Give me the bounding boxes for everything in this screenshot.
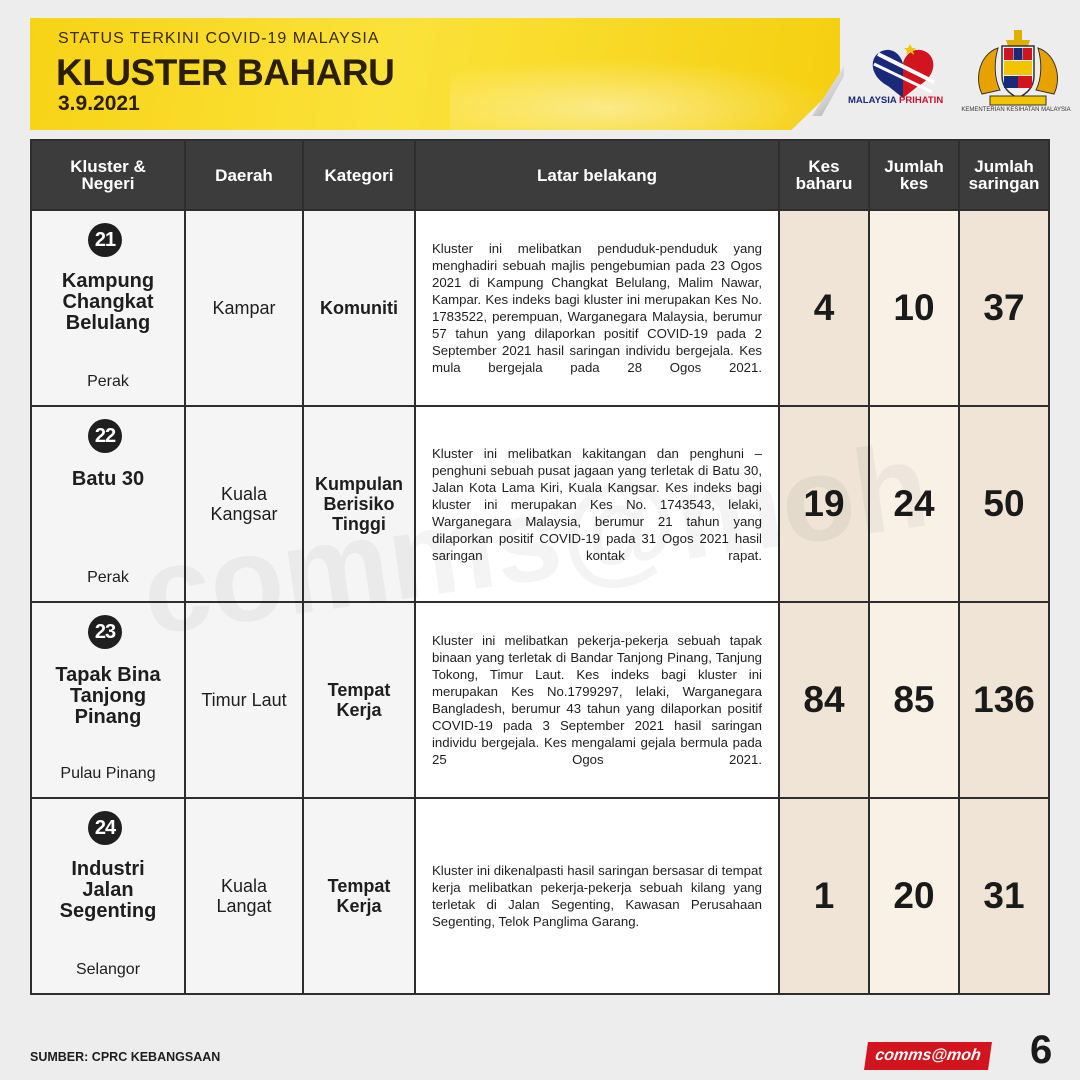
jumlah-saringan-value: 50 [959,406,1049,602]
latar-belakang-cell: Kluster ini melibatkan penduduk-penduduk yang menghadiri sebuah majlis pengebumian pada 23 Ogos 2021 di Kampung Changkat Belulang, Malim Nawar, Kampar. Kes indeks bagi kluster ini merupakan Kes No. 1783522, perempuan, Warganegara Malaysia, berumur 57 tahun yang dilaporkan positif COVID-19 pada 2 September 2021 hasil saringan individu bergejala. Kes mula bergejala pada 28 Ogos 2021. [415,210,779,406]
kes-baharu-value: 1 [779,798,869,994]
latar-belakang-cell: Kluster ini melibatkan pekerja-pekerja sebuah tapak binaan yang terletak di Bandar Tanjong Pinang, Tanjung Tokong, Timur Laut. Kes indeks bagi kluster ini merupakan Kes No.1799297, lelaki, Warganegara Bangladesh, berumur 43 tahun yang dilaporkan positif COVID-19 pada 3 September 2021 hasil saringan individu bergejala. Kes mengalami gejala bermula pada 25 Ogos 2021. [415,602,779,798]
kes-baharu-value: 84 [779,602,869,798]
page-title: KLUSTER BAHARU [56,52,395,93]
cluster-number-badge: 22 [88,419,122,453]
kategori-cell: Tempat Kerja [303,602,415,798]
cluster-state: Perak [87,373,129,390]
jumlah-saringan-value: 37 [959,210,1049,406]
malaysia-prihatin-label: MALAYSIA PRIHATIN [848,95,944,106]
kes-baharu-value: 4 [779,210,869,406]
header-kes-baharu: Kes baharu [779,140,869,210]
cluster-name: Batu 30 [71,468,145,490]
table-header-row [31,140,1049,210]
source-note: SUMBER: CPRC KEBANGSAAN [30,1050,221,1064]
latar-belakang-cell: Kluster ini melibatkan kakitangan dan penghuni – penghuni sebuah pusat jagaan yang terletak di Batu 30, Jalan Kota Lama Kiri, Kuala Kangsar. Kes indeks bagi kluster ini merupakan Kes No. 1743543, lelaki, Warganegara Malaysia, berumur 21 tahun yang dilaporkan positif COVID-19 pada 31 Ogos 2021 hasil saringan kontak rapat. [415,406,779,602]
cluster-number-badge: 23 [88,615,122,649]
daerah-cell: Timur Laut [185,602,303,798]
banner-texture [450,58,840,130]
cluster-cell [31,602,185,798]
comms-moh-badge: comms@moh [864,1042,992,1070]
jumlah-kes-value: 85 [869,602,959,798]
kkm-label: KEMENTERIAN KESIHATAN MALAYSIA [961,107,1071,113]
cluster-name: Tapak Bina Tanjong Pinang [55,664,161,728]
jumlah-kes-value: 24 [869,406,959,602]
table-row [31,602,1049,798]
kes-baharu-value: 19 [779,406,869,602]
jumlah-kes-value: 20 [869,798,959,994]
jumlah-saringan-value: 136 [959,602,1049,798]
header-kluster: Kluster & Negeri [31,140,185,210]
page-number: 6 [1030,1028,1053,1072]
kategori-cell: Kumpulan Berisiko Tinggi [303,406,415,602]
cluster-state: Selangor [75,961,141,978]
cluster-cell [31,210,185,406]
header-jumlah-saringan: Jumlah saringan [959,140,1049,210]
kategori-cell: Tempat Kerja [303,798,415,994]
cluster-name: Industri Jalan Segenting [59,858,157,922]
cluster-table [30,139,1050,995]
cluster-state: Pulau Pinang [60,765,156,782]
cluster-cell [31,798,185,994]
jumlah-saringan-value: 31 [959,798,1049,994]
header-kategori: Kategori [303,140,415,210]
cluster-cell [31,406,185,602]
header-latar: Latar belakang [415,140,779,210]
cluster-number-badge: 24 [88,811,122,845]
jumlah-kes-value: 10 [869,210,959,406]
cluster-number-badge: 21 [88,223,122,257]
daerah-cell: Kuala Langat [185,798,303,994]
header-date: 3.9.2021 [58,92,140,115]
header-jumlah-kes: Jumlah kes [869,140,959,210]
table-row [31,210,1049,406]
daerah-cell: Kuala Kangsar [185,406,303,602]
cluster-state: Perak [87,569,129,586]
latar-belakang-cell: Kluster ini dikenalpasti hasil saringan bersasar di tempat kerja melibatkan pekerja-pekerja sebuah kilang yang terletak di Jalan Segenting, Kawasan Perusahaan Segenting, Telok Panglima Garang. [415,798,779,994]
header-daerah: Daerah [185,140,303,210]
kkm-crest-logo [968,28,1068,110]
daerah-cell: Kampar [185,210,303,406]
kategori-cell: Komuniti [303,210,415,406]
table-row [31,406,1049,602]
table-row [31,798,1049,994]
header-subtitle: STATUS TERKINI COVID-19 MALAYSIA [58,30,380,47]
cluster-name: Kampung Changkat Belulang [61,270,155,334]
